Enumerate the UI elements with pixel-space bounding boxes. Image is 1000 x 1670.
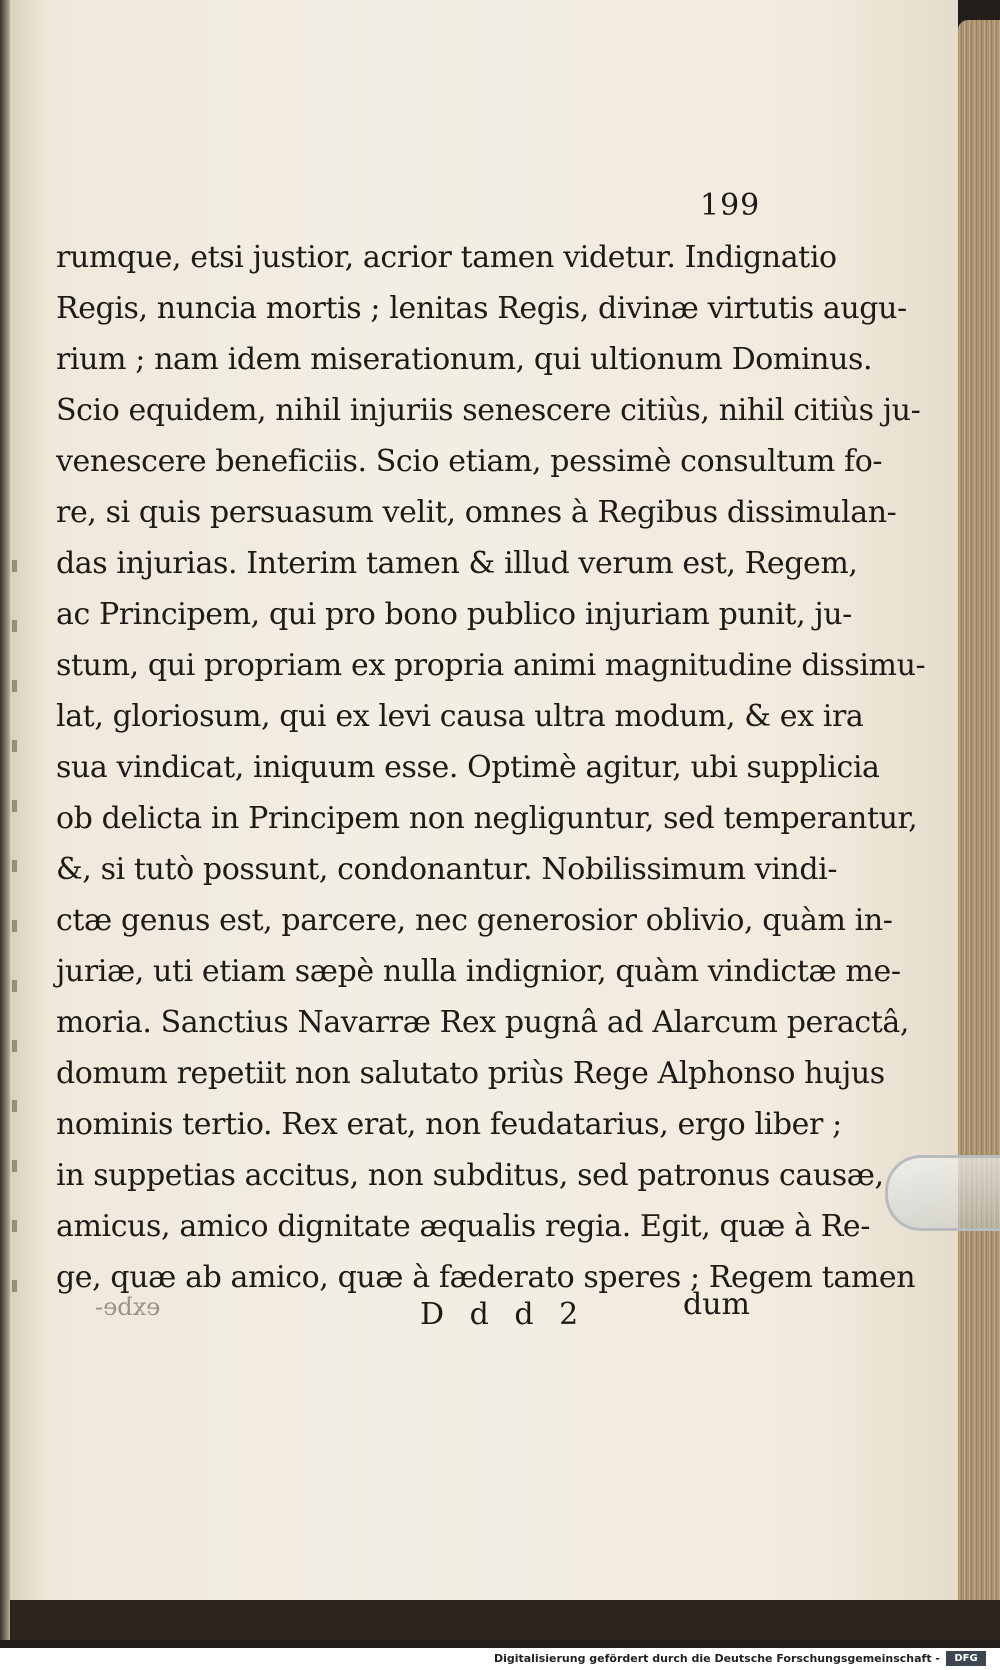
catchword: dum: [683, 1287, 750, 1322]
body-text: [56, 232, 926, 1303]
text-line: rium ; nam idem miserationum, qui ultionum Dominus.: [56, 342, 873, 377]
text-line: ob delicta in Principem non negliguntur, sed temperantur,: [56, 801, 918, 836]
page-clip: [885, 1155, 1000, 1231]
text-line: Scio equidem, nihil injuriis senescere citiùs, nihil citiùs ju-: [56, 393, 921, 428]
text-line: das injurias. Interim tamen & illud verum est, Regem,: [56, 546, 858, 581]
dfg-logo: DFG: [946, 1651, 986, 1666]
page-number: 199: [700, 188, 761, 223]
page-edge-stack: [958, 20, 1000, 1610]
text-line: sua vindicat, iniquum esse. Optimè agitur, ubi supplicia: [56, 750, 880, 785]
text-line: ctæ genus est, parcere, nec generosior oblivio, quàm in-: [56, 903, 893, 938]
text-line: nominis tertio. Rex erat, non feudatarius, ergo liber ;: [56, 1107, 842, 1142]
text-line: domum repetiit non salutato priùs Rege Alphonso hujus: [56, 1056, 885, 1091]
bottom-shadow: [10, 1600, 1000, 1640]
text-line: lat, gloriosum, qui ex levi causa ultra modum, & ex ira: [56, 699, 864, 734]
text-line: re, si quis persuasum velit, omnes à Regibus dissimulan-: [56, 495, 897, 530]
bleed-through-text: exbe-: [95, 1293, 161, 1321]
footer-credit: Digitalisierung gefördert durch die Deutsche Forschungsgemeinschaft -: [493, 1652, 940, 1665]
text-line: rumque, etsi justior, acrior tamen videtur. Indignatio: [56, 240, 837, 275]
text-line: ac Principem, qui pro bono publico injuriam punit, ju-: [56, 597, 852, 632]
text-line: &, si tutò possunt, condonantur. Nobilissimum vindi-: [56, 852, 838, 887]
text-line: juriæ, uti etiam sæpè nulla indignior, quàm vindictæ me-: [56, 954, 901, 989]
margin-bleed-marks: [10, 560, 24, 1320]
text-line: in suppetias accitus, non subditus, sed patronus causæ,: [56, 1158, 884, 1193]
text-line: Regis, nuncia mortis ; lenitas Regis, divinæ virtutis augu-: [56, 291, 907, 326]
text-line: moria. Sanctius Navarræ Rex pugnâ ad Alarcum peractâ,: [56, 1005, 910, 1040]
text-line: ge, quæ ab amico, quæ à fæderato speres ; Regem tamen: [56, 1260, 916, 1295]
signature-mark: D d d 2: [420, 1297, 587, 1332]
text-line: venescere beneficiis. Scio etiam, pessimè consultum fo-: [56, 444, 883, 479]
left-leaf-edge: [0, 0, 10, 1640]
text-line: stum, qui propriam ex propria animi magnitudine dissimu-: [56, 648, 926, 683]
text-line: amicus, amico dignitate æqualis regia. Egit, quæ à Re-: [56, 1209, 871, 1244]
